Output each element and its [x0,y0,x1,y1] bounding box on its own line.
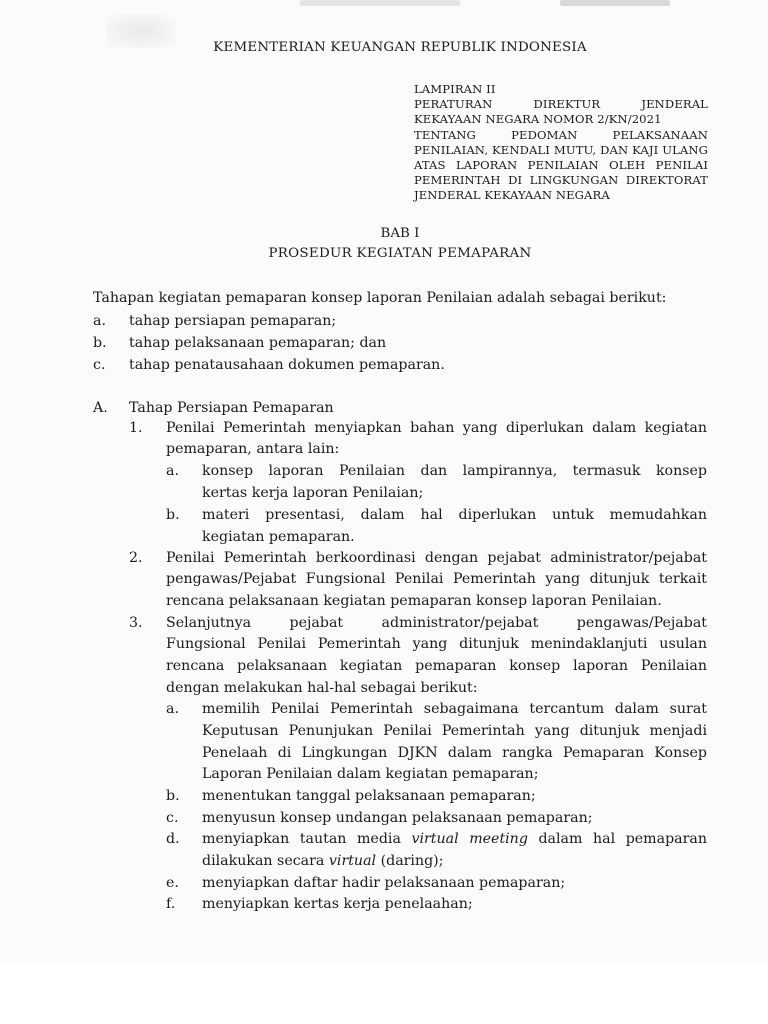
italic-term: virtual [328,853,377,869]
list-marker: c. [93,357,106,373]
list-item: tahap penatausahaan dokumen pemaparan. [129,357,445,373]
subitem-line: menentukan tanggal pelaksanaan pemaparan; [202,788,536,804]
item-line: pemaparan, antara lain: [166,441,340,457]
text-fragment: menyiapkan tautan media [202,831,412,847]
item-marker: 3. [129,615,143,631]
text-fragment: dilakukan secara [202,853,329,869]
subitem-marker: b. [166,507,180,523]
attachment-line: ATAS LAPORAN PENILAIAN OLEH PENILAI [414,158,708,173]
list-item: tahap pelaksanaan pemaparan; dan [129,335,387,351]
list-item: tahap persiapan pemaparan; [129,313,337,329]
subitem-marker: d. [166,831,180,847]
subitem-marker: c. [166,810,179,826]
item-marker: 1. [129,420,143,436]
subitem-line: Penelaah di Lingkungan DJKN dalam rangka Pemaparan Konsep [202,745,707,761]
intro-text: Tahapan kegiatan pemaparan konsep laporan Penilaian adalah sebagai berikut: [93,290,667,306]
item-line: pengawas/Pejabat Fungsional Penilai Pemerintah yang ditunjuk terkait [166,571,707,587]
list-marker: a. [93,313,106,329]
text-fragment: dalam hal pemaparan [527,831,708,847]
subitem-line: materi presentasi, dalam hal diperlukan untuk memudahkan [202,507,707,523]
chapter-number: BAB I [380,226,420,241]
subitem-line: kegiatan pemaparan. [202,529,355,545]
item-marker: 2. [129,550,143,566]
subitem-line: konsep laporan Penilaian dan lampirannya, termasuk konsep [202,463,707,479]
subitem-marker: a. [166,701,179,717]
attachment-line: PEMERINTAH DI LINGKUNGAN DIREKTORAT [414,173,708,188]
subitem-marker: e. [166,875,179,891]
subitem-line: memilih Penilai Pemerintah sebagaimana tercantum dalam surat [202,701,707,717]
list-marker: b. [93,335,107,351]
attachment-line: LAMPIRAN II [414,82,496,96]
section-title: Tahap Persiapan Pemaparan [129,400,334,416]
subitem-line [202,831,707,847]
section-marker: A. [93,400,108,416]
subitem-line: Keputusan Penunjukan Penilai Pemerintah yang ditunjuk menjadi [202,723,707,739]
blank-margin [0,962,768,1024]
attachment-line: PERATURAN DIREKTUR JENDERAL [414,97,708,112]
text-fragment: (daring); [376,853,444,869]
item-line: Penilai Pemerintah menyiapkan bahan yang diperlukan dalam kegiatan [166,420,707,436]
subitem-line: menyiapkan kertas kerja penelaahan; [202,896,473,912]
item-line: Selanjutnya pejabat administrator/pejabat pengawas/Pejabat [166,615,707,631]
subitem-line: Laporan Penilaian dalam kegiatan pemaparan; [202,766,539,782]
item-line: Fungsional Penilai Pemerintah yang ditunjuk menindaklanjuti usulan [166,636,707,652]
subitem-line [202,853,444,869]
attachment-line: TENTANG PEDOMAN PELAKSANAAN [414,127,708,142]
italic-term: virtual meeting [411,831,528,847]
scan-artifact [560,0,670,6]
attachment-line: KEKAYAAN NEGARA NOMOR 2/KN/2021 [414,112,662,127]
item-line: dengan melakukan hal-hal sebagai berikut: [166,680,478,696]
chapter-title: PROSEDUR KEGIATAN PEMAPARAN [268,246,532,261]
attachment-line: JENDERAL KEKAYAAN NEGARA [414,188,610,203]
subitem-line: menyiapkan daftar hadir pelaksanaan pemaparan; [202,875,566,891]
item-line: Penilai Pemerintah berkoordinasi dengan pejabat administrator/pejabat [166,550,707,566]
subitem-marker: b. [166,788,180,804]
scan-artifact [300,0,460,6]
item-line: rencana pelaksanaan kegiatan pemaparan konsep laporan Penilaian. [166,593,662,609]
attachment-header [414,82,708,204]
subitem-marker: f. [166,896,176,912]
ministry-heading: KEMENTERIAN KEUANGAN REPUBLIK INDONESIA [213,40,587,55]
attachment-line: PENILAIAN, KENDALI MUTU, DAN KAJI ULANG [414,142,708,157]
subitem-marker: a. [166,463,179,479]
subitem-line: menyusun konsep undangan pelaksanaan pemaparan; [202,810,593,826]
item-line: rencana pelaksanaan kegiatan pemaparan konsep laporan Penilaian [166,658,707,674]
subitem-line: kertas kerja laporan Penilaian; [202,485,424,501]
